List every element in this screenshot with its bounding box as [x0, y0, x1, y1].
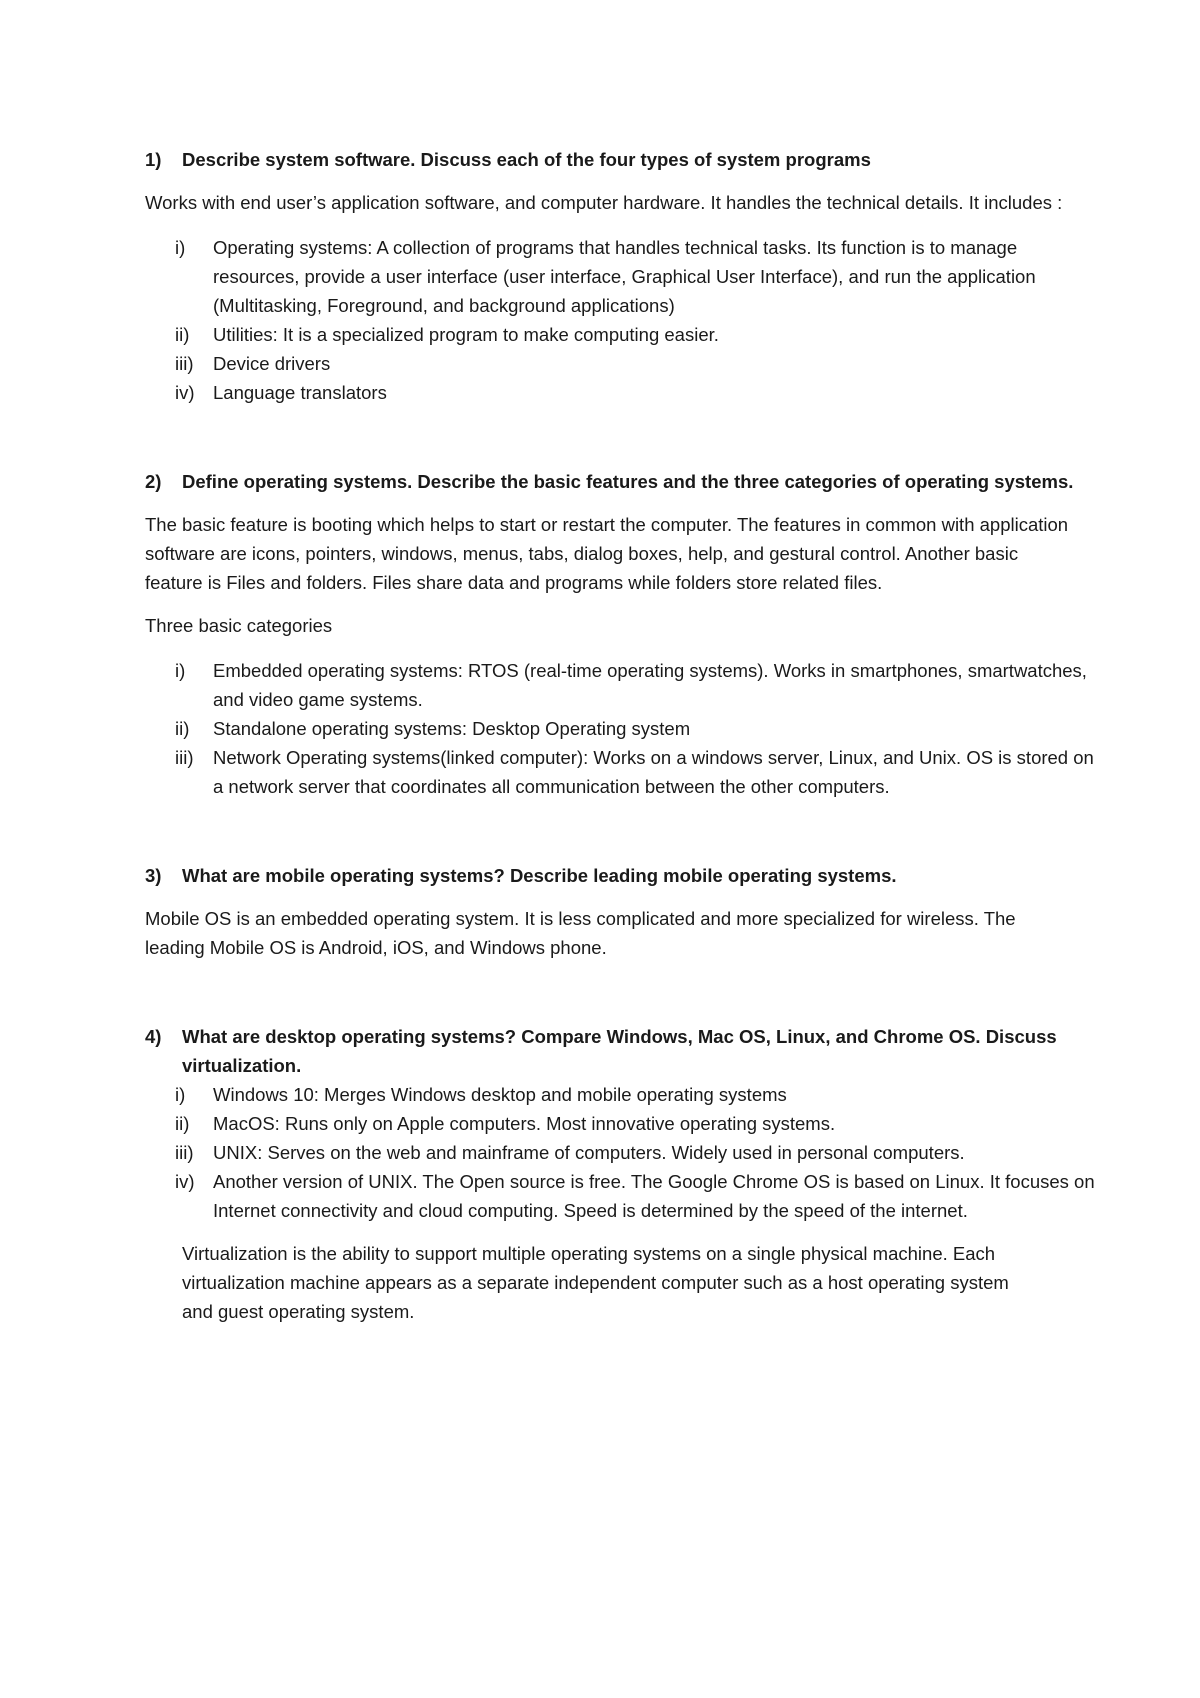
list-item — [175, 233, 1100, 320]
question-text: Describe system software. Discuss each of the four types of system programs — [182, 149, 871, 170]
answer-subheading: Three basic categories — [145, 615, 333, 636]
list-marker: ii) — [175, 718, 190, 739]
question-3 — [145, 861, 1100, 890]
question-number: 1) — [145, 149, 162, 170]
list-item-text: Embedded operating systems: RTOS (real-time operating systems). Works in smartphones, smartwatches, and video game systems. — [213, 660, 1087, 710]
list-marker: iv) — [175, 382, 195, 403]
list-item — [175, 320, 1100, 349]
question-number: 2) — [145, 471, 162, 492]
question-number: 3) — [145, 865, 162, 886]
list-item — [175, 743, 1100, 801]
list-item-text: MacOS: Runs only on Apple computers. Most innovative operating systems. — [213, 1113, 836, 1134]
question-number: 4) — [145, 1026, 162, 1047]
list-item-text: Utilities: It is a specialized program to make computing easier. — [213, 324, 719, 345]
list-item — [175, 1138, 1100, 1167]
list-item — [175, 378, 1100, 407]
question-text: What are mobile operating systems? Describe leading mobile operating systems. — [182, 865, 897, 886]
question-4 — [145, 1022, 1100, 1080]
list-item-text: Device drivers — [213, 353, 331, 374]
list-item-text: Windows 10: Merges Windows desktop and mobile operating systems — [213, 1084, 787, 1105]
list-marker: i) — [175, 1084, 186, 1105]
list-marker: ii) — [175, 324, 190, 345]
answer-list — [145, 656, 1100, 801]
list-marker: ii) — [175, 1113, 190, 1134]
answer-list — [145, 233, 1100, 407]
question-text: What are desktop operating systems? Compare Windows, Mac OS, Linux, and Chrome OS. Discuss virtualization. — [182, 1026, 1057, 1076]
answer-list — [145, 1080, 1100, 1225]
list-item — [175, 1080, 1100, 1109]
list-item — [175, 714, 1100, 743]
question-1 — [145, 145, 1100, 174]
question-2 — [145, 467, 1100, 496]
list-marker: iii) — [175, 353, 194, 374]
list-marker: iii) — [175, 1142, 194, 1163]
answer-paragraph: Mobile OS is an embedded operating system. It is less complicated and more specialized for wireless. The leading Mobile OS is Android, iOS, and Windows phone. — [145, 908, 1016, 958]
answer-paragraph: The basic feature is booting which helps to start or restart the computer. The features in common with application software are icons, pointers, windows, menus, tabs, dialog boxes, help, and gestural control. Another basic feature is Files and folders. Files share data and programs while folders store related files. — [145, 514, 1069, 593]
list-marker: iv) — [175, 1171, 195, 1192]
list-marker: i) — [175, 237, 186, 258]
list-item-text: Another version of UNIX. The Open source is free. The Google Chrome OS is based on Linux. It focuses on Internet connectivity and cloud computing. Speed is determined by the speed of the internet. — [213, 1171, 1095, 1221]
list-item — [175, 1167, 1100, 1225]
list-item-text: UNIX: Serves on the web and mainframe of computers. Widely used in personal computers. — [213, 1142, 965, 1163]
list-item — [175, 1109, 1100, 1138]
list-item — [175, 349, 1100, 378]
answer-paragraph: Virtualization is the ability to support multiple operating systems on a single physical machine. Each virtualization machine appears as a separate independent computer such as a host operating system and guest operating system. — [182, 1243, 1009, 1322]
answer-paragraph: Works with end user’s application software, and computer hardware. It handles the technical details. It includes : — [145, 192, 1063, 213]
list-item-text: Operating systems: A collection of programs that handles technical tasks. Its function is to manage resources, provide a user interface (user interface, Graphical User Interface), and run the application (Multitasking, Foreground, and background applications) — [213, 237, 1036, 316]
list-item-text: Standalone operating systems: Desktop Operating system — [213, 718, 691, 739]
list-item-text: Language translators — [213, 382, 387, 403]
list-marker: iii) — [175, 747, 194, 768]
list-item — [175, 656, 1100, 714]
question-text: Define operating systems. Describe the basic features and the three categories of operating systems. — [182, 471, 1074, 492]
list-marker: i) — [175, 660, 186, 681]
list-item-text: Network Operating systems(linked computer): Works on a windows server, Linux, and Unix. OS is stored on a network server that coordinates all communication between the other computers. — [213, 747, 1094, 797]
